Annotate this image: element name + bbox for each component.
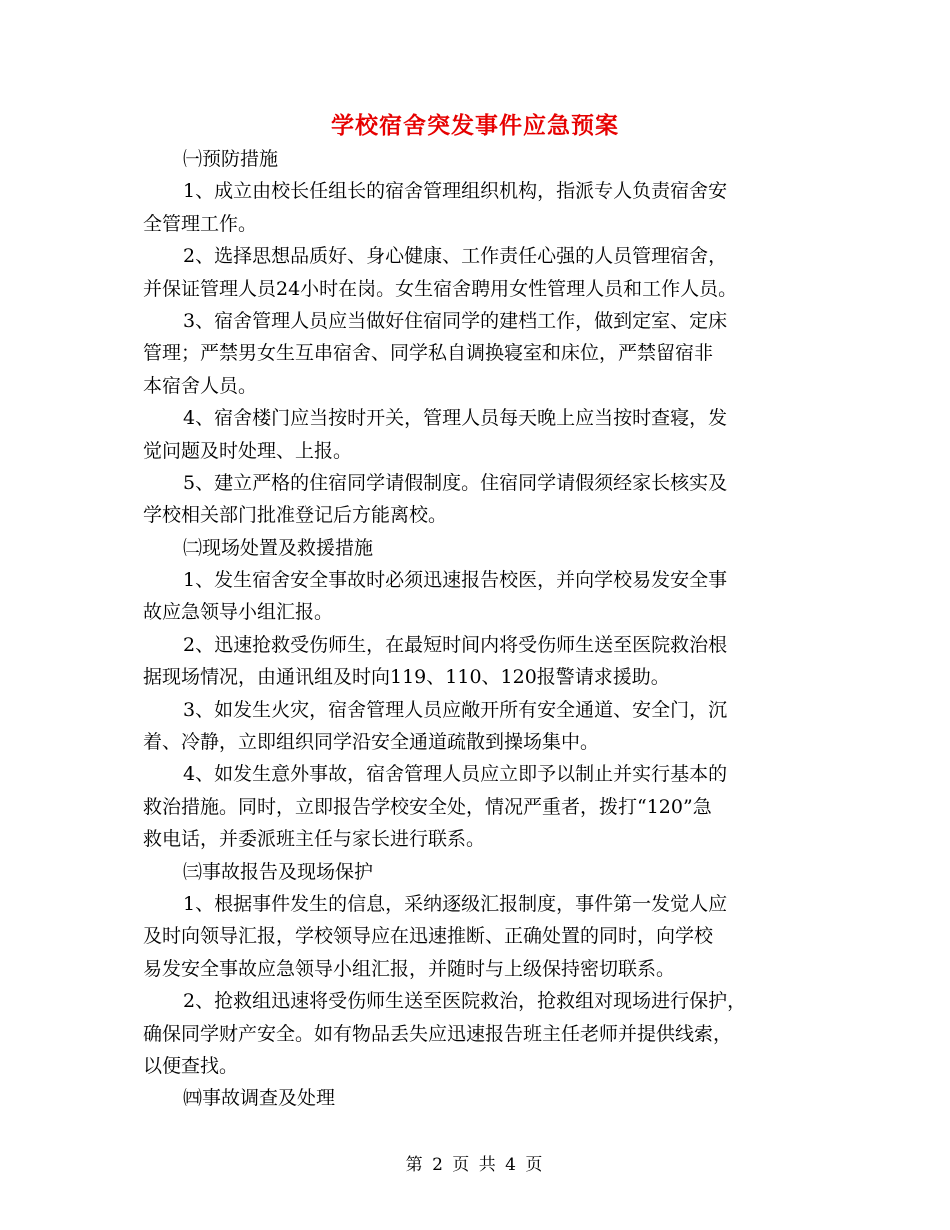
text-line: ㈡现场处置及救援措施	[183, 536, 374, 559]
page-footer: 第 2 页 共 4 页	[405, 1155, 545, 1175]
text-line: 2、选择思想品质好、身心健康、工作责任心强的人员管理宿舍，	[183, 245, 728, 268]
text-line: 并保证管理人员24小时在岗。女生宿舍聘用女性管理人员和工作人员。	[143, 277, 738, 300]
text-line: 4、宿舍楼门应当按时开关，管理人员每天晚上应当按时查寝，发	[183, 407, 728, 430]
text-line: 管理；严禁男女生互串宿舍、同学私自调换寝室和床位，严禁留宿非	[143, 342, 714, 365]
text-line: 1、发生宿舍安全事故时必须迅速报告校医，并向学校易发安全事	[183, 569, 728, 592]
text-line: 全管理工作。	[143, 212, 258, 235]
text-line: 故应急领导小组汇报。	[143, 601, 334, 624]
text-line: 以便查找。	[143, 1054, 239, 1077]
document-title: 学校宿舍突发事件应急预案	[331, 113, 619, 139]
text-line: 5、建立严格的住宿同学请假制度。住宿同学请假须经家长核实及	[183, 471, 728, 494]
text-line: 2、迅速抢救受伤师生，在最短时间内将受伤师生送至医院救治根	[183, 633, 728, 656]
text-line: 3、如发生火灾，宿舍管理人员应敞开所有安全通道、安全门，沉	[183, 698, 728, 721]
text-line: 学校相关部门批准登记后方能离校。	[143, 504, 448, 527]
text-line: 救电话，并委派班主任与家长进行联系。	[143, 828, 486, 851]
text-line: ㈢事故报告及现场保护	[183, 860, 374, 883]
text-line: 救治措施。同时，立即报告学校安全处，情况严重者，拨打“120”急	[143, 795, 712, 818]
text-line: 2、抢救组迅速将受伤师生送至医院救治，抢救组对现场进行保护，	[183, 990, 747, 1013]
text-line: 及时向领导汇报，学校领导应在迅速推断、正确处置的同时，向学校	[143, 925, 714, 948]
text-line: 本宿舍人员。	[143, 374, 258, 397]
text-line: 易发安全事故应急领导小组汇报，并随时与上级保持密切联系。	[143, 957, 676, 980]
text-line: 确保同学财产安全。如有物品丢失应迅速报告班主任老师并提供线索，	[143, 1022, 733, 1045]
document-body	[143, 143, 813, 1115]
text-line: ㈣事故调查及处理	[183, 1087, 336, 1110]
text-line: 1、根据事件发生的信息，采纳逐级汇报制度，事件第一发觉人应	[183, 892, 728, 915]
text-line: 3、宿舍管理人员应当做好住宿同学的建档工作，做到定室、定床	[183, 309, 728, 332]
text-line: 据现场情况，由通讯组及时向119、110、120报警请求援助。	[143, 666, 670, 689]
text-line: 1、成立由校长任组长的宿舍管理组织机构，指派专人负责宿舍安	[183, 180, 728, 203]
text-line: 4、如发生意外事故，宿舍管理人员应立即予以制止并实行基本的	[183, 763, 728, 786]
text-line: 觉问题及时处理、上报。	[143, 439, 353, 462]
text-line: 着、冷静，立即组织同学沿安全通道疏散到操场集中。	[143, 731, 600, 754]
text-line: ㈠预防措施	[183, 148, 279, 170]
